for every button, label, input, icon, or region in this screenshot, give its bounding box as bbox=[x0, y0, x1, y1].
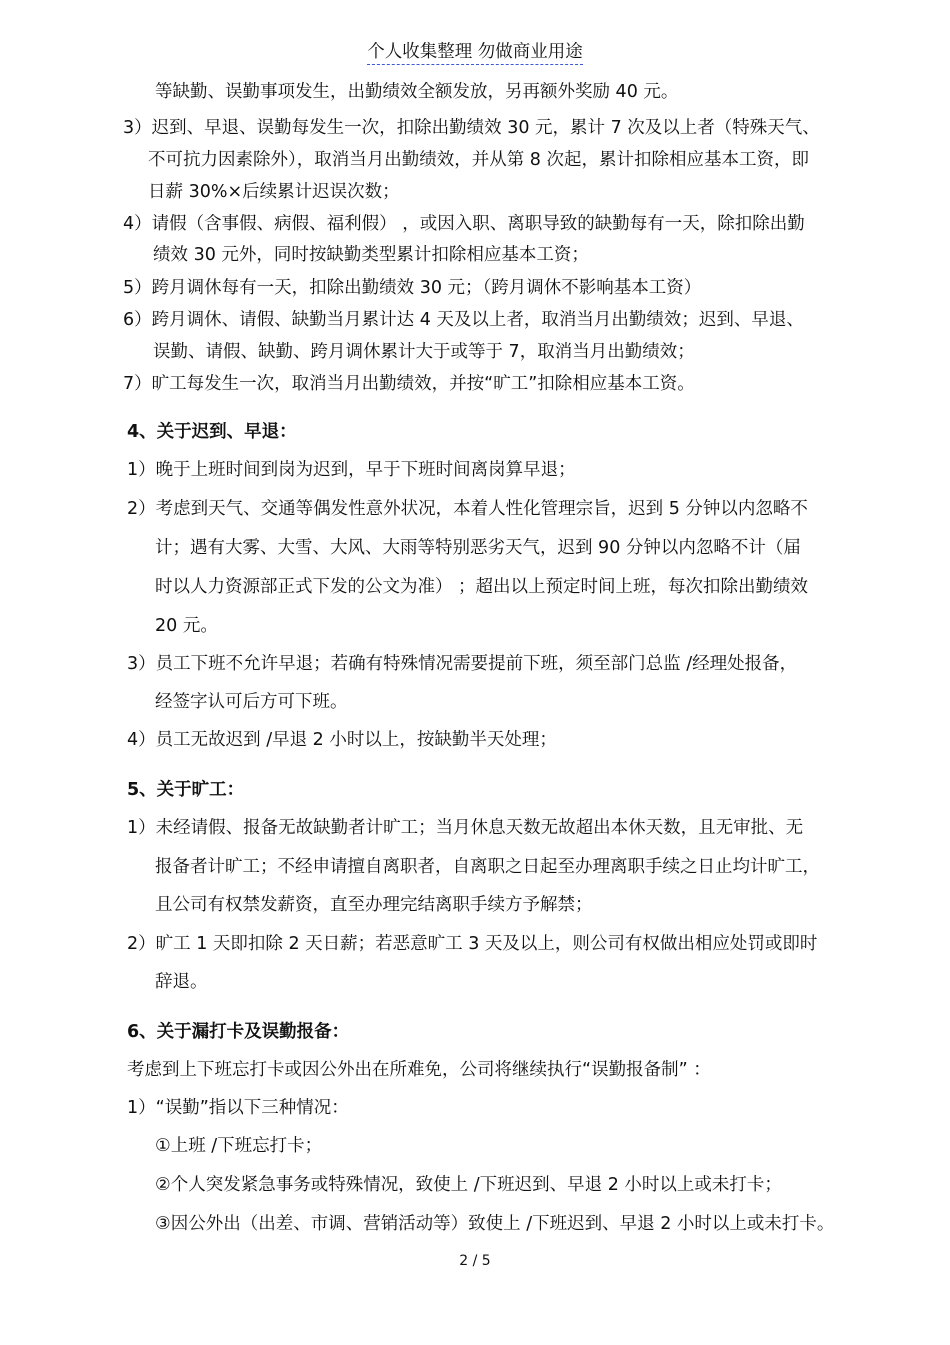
body-line: 不可抗力因素除外），取消当月出勤绩效，并从第 8 次起，累计扣除相应基本工资，即 bbox=[148, 150, 810, 170]
list-item: 4）请假（含事假、病假、福利假） ，或因入职、离职导致的缺勤每有一天，除扣除出勤 bbox=[123, 214, 805, 234]
list-item: 2）旷工 1 天即扣除 2 天日薪；若恶意旷工 3 天及以上，则公司有权做出相应处罚或即时 bbox=[127, 934, 818, 954]
list-item: 1）“误勤”指以下三种情况： bbox=[127, 1098, 349, 1118]
body-line: 计；遇有大雾、大雪、大风、大雨等特别恶劣天气，迟到 90 分钟以内忽略不计（届 bbox=[155, 538, 801, 558]
list-item: 4）员工无故迟到 /早退 2 小时以上，按缺勤半天处理； bbox=[127, 730, 557, 750]
page-number: 2 / 5 bbox=[459, 1253, 491, 1269]
body-line: 误勤、请假、缺勤、跨月调休累计大于或等于 7，取消当月出勤绩效； bbox=[153, 342, 695, 362]
list-item: 5）跨月调休每有一天，扣除出勤绩效 30 元；（跨月调休不影响基本工资） bbox=[123, 278, 702, 298]
body-line: 辞退。 bbox=[155, 972, 208, 992]
body-line: 考虑到上下班忘打卡或因公外出在所难免，公司将继续执行“误勤报备制” ： bbox=[127, 1060, 711, 1080]
list-item: 3）员工下班不允许早退；若确有特殊情况需要提前下班，须至部门总监 /经理处报备， bbox=[127, 654, 798, 674]
body-line: 时以人力资源部正式下发的公文为准） ；超出以上预定时间上班，每次扣除出勤绩效 bbox=[155, 577, 809, 597]
list-item: 2）考虑到天气、交通等偶发性意外状况，本着人性化管理宗旨，迟到 5 分钟以内忽略不 bbox=[127, 499, 808, 519]
body-line: 绩效 30 元外，同时按缺勤类型累计扣除相应基本工资； bbox=[153, 245, 589, 265]
body-line: 日薪 30%×后续累计迟误次数； bbox=[148, 182, 400, 202]
section-heading-5: 5、关于旷工： bbox=[127, 780, 245, 800]
section-heading-4: 4、关于迟到、早退： bbox=[127, 422, 297, 442]
list-item: 1）晚于上班时间到岗为迟到，早于下班时间离岗算早退； bbox=[127, 460, 576, 480]
list-item: 6）跨月调休、请假、缺勤当月累计达 4 天及以上者，取消当月出勤绩效；迟到、早退、 bbox=[123, 310, 804, 330]
body-line: 20 元。 bbox=[155, 616, 218, 636]
list-item: 3）迟到、早退、误勤每发生一次，扣除出勤绩效 30 元，累计 7 次及以上者（特殊天气、 bbox=[123, 118, 820, 138]
body-line: 经签字认可后方可下班。 bbox=[155, 692, 348, 712]
section-heading-6: 6、关于漏打卡及误勤报备： bbox=[127, 1022, 350, 1042]
sub-item: ③因公外出（出差、市调、营销活动等）致使上 /下班迟到、早退 2 小时以上或未打卡。 bbox=[155, 1214, 835, 1234]
body-line: 报备者计旷工；不经申请擅自离职者，自离职之日起至办理离职手续之日止均计旷工， bbox=[155, 857, 820, 877]
body-line: 等缺勤、误勤事项发生，出勤绩效全额发放，另再额外奖励 40 元。 bbox=[155, 82, 679, 102]
sub-item: ①上班 /下班忘打卡； bbox=[155, 1136, 323, 1156]
sub-item: ②个人突发紧急事务或特殊情况，致使上 /下班迟到、早退 2 小时以上或未打卡； bbox=[155, 1175, 782, 1195]
list-item: 1）未经请假、报备无故缺勤者计旷工；当月休息天数无故超出本休天数，且无审批、无 bbox=[127, 818, 804, 838]
header-title: 个人收集整理 勿做商业用途 bbox=[367, 42, 583, 65]
list-item: 7）旷工每发生一次，取消当月出勤绩效，并按“旷工”扣除相应基本工资。 bbox=[123, 374, 695, 394]
page-header bbox=[0, 40, 950, 64]
body-line: 且公司有权禁发薪资，直至办理完结离职手续方予解禁； bbox=[155, 895, 593, 915]
